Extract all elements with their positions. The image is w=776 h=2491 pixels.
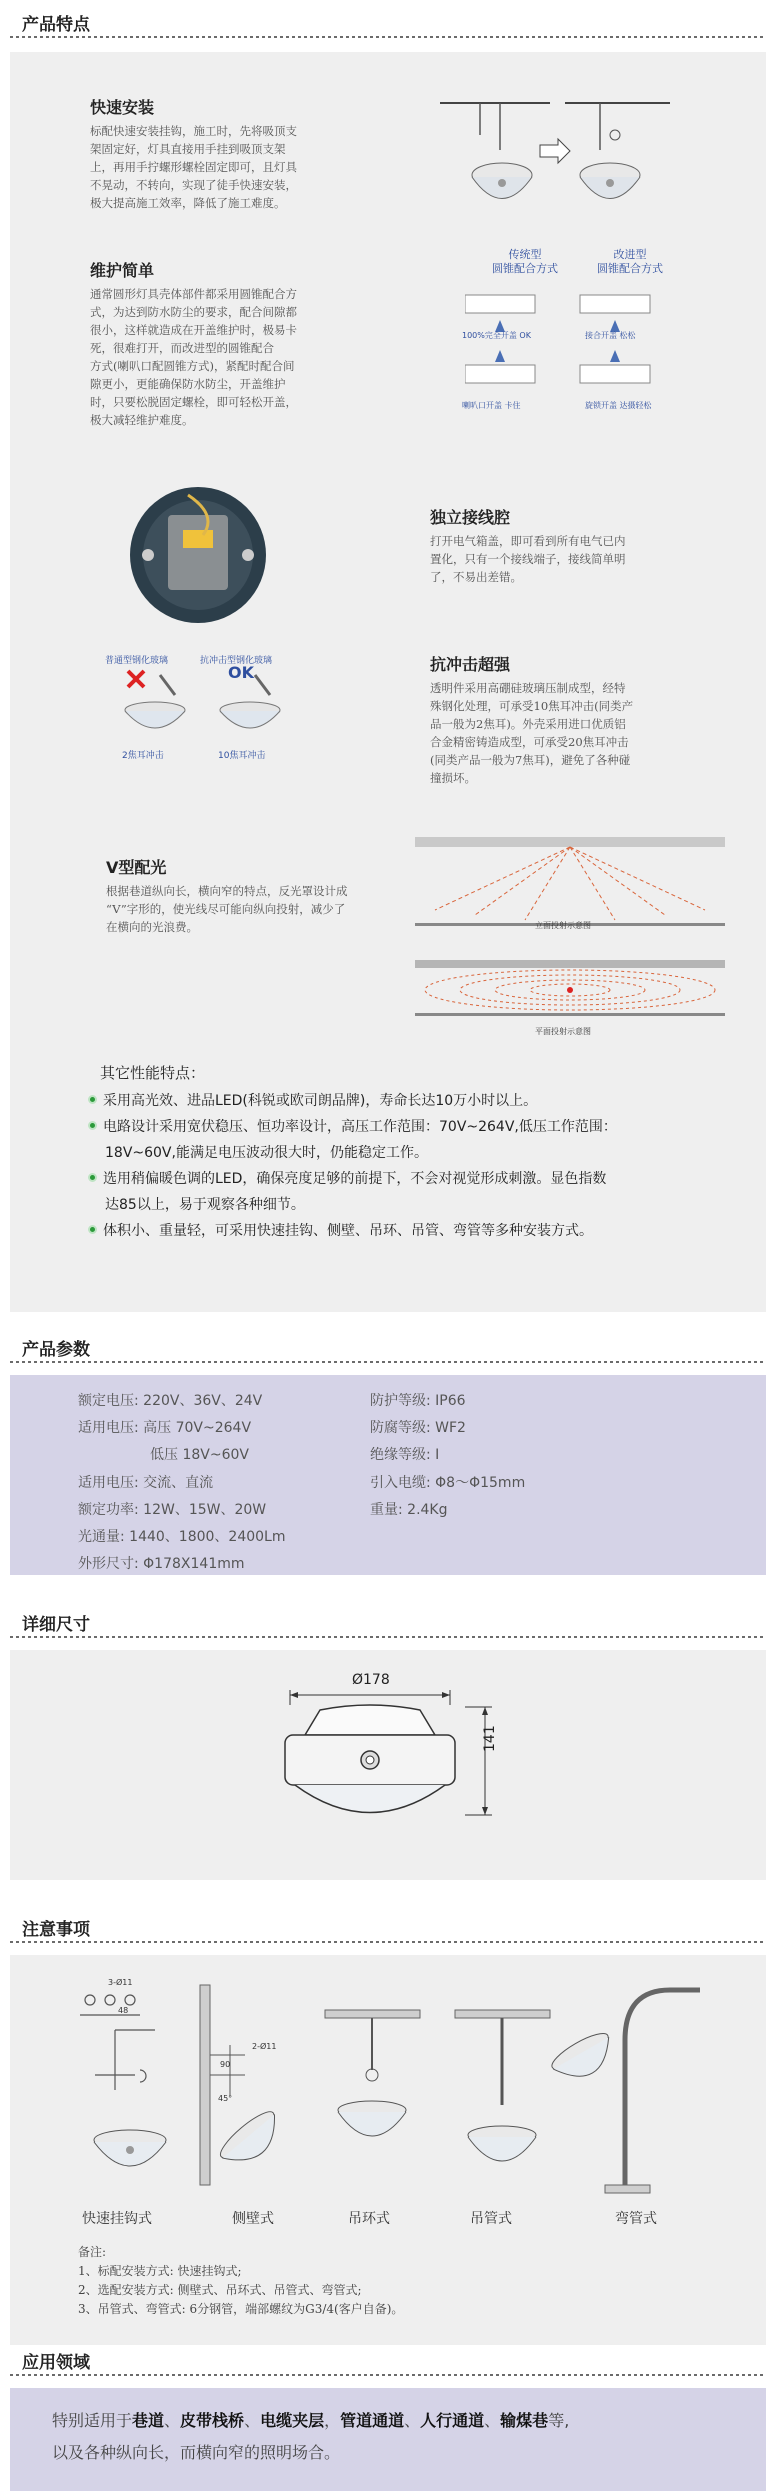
param-anticorrosion: 防腐等级: WF2 <box>370 1420 466 1436</box>
feature-text-quick-install: 标配快速安装挂钩，施工时，先将吸顶支 架固定好，灯具直接用手挂到吸顶支架 上，再用手拧螺形螺栓固定即可，且灯具 不晃动，不转向，实现了徒手快速安装， 极大提高施工效率，降低了施工难度。 <box>90 124 297 210</box>
dashed-divider <box>10 1941 766 1943</box>
bullet-dot-icon <box>88 1095 97 1104</box>
install-label-side: 侧壁式 <box>232 2211 274 2227</box>
feature-bullet: 电路设计采用宽伏稳压、恒功率设计，高压工作范围：70V~264V,低压工作范围： <box>88 1114 728 1140</box>
install-label-pipe: 吊管式 <box>470 2211 512 2227</box>
feature-title-v-light: V型配光 <box>106 858 167 877</box>
install-note: 3、吊管式、弯管式: 6分钢管，端部螺纹为G3/4(客户自备)。 <box>78 2302 404 2316</box>
param-voltage-range: 适用电压: 高压 70V~264V <box>78 1420 252 1436</box>
tag-left-top: 100%完全开盖 OK <box>462 331 531 340</box>
feature-bullet: 采用高光效、进品LED(科锐或欧司朗品牌)，寿命长达10万小时以上。 <box>88 1088 728 1114</box>
tag-left-bottom: 喇叭口开盖 卡住 <box>462 401 521 410</box>
diagram-caption-plan: 平面投射示意图 <box>535 1027 591 1036</box>
quick-install-diagram <box>440 95 670 235</box>
wiring-chamber-photo <box>128 485 268 625</box>
installation-diagrams <box>60 1960 720 2205</box>
feature-text-v-light: 根据巷道纵向长，横向窄的特点，反光罩设计成 “V”字形的，使光线尽可能向纵向投射，减少了 在横向的光浪费。 <box>106 884 348 934</box>
param-ip: 防护等级: IP66 <box>370 1393 466 1409</box>
bullet-dot-icon <box>88 1173 97 1182</box>
diagram-caption-improved: 改进型 圆锥配合方式 <box>597 248 663 275</box>
dim-hole-spacing: 48 <box>118 2006 129 2015</box>
section-title: 产品参数 <box>22 1340 90 1360</box>
section-title: 产品特点 <box>22 15 90 35</box>
feature-text-easy-maintain: 通常圆形灯具壳体部件都采用圆锥配合方 式，为达到防水防尘的要求，配合间隙都 很小，这样就造成在开盖维护时，极易卡 死，很难打开，而改进型的圆锥配合 方式(喇叭口配圆锥方式)，紧配时配合间 隙更小，更能确保防水防尘，开盖维护 时，只要松脱固定螺栓，即可轻松开盖， 极大减轻维护难度。 <box>90 287 297 427</box>
bullet-dot-icon <box>88 1121 97 1130</box>
dashed-divider <box>10 1636 766 1638</box>
impact-label-impact: 抗冲击型钢化玻璃 <box>200 656 273 666</box>
param-insulation: 绝缘等级: I <box>370 1447 440 1463</box>
param-power: 额定功率: 12W、15W、20W <box>78 1502 267 1518</box>
feature-bullet: 体积小、重量轻，可采用快速挂钩、侧壁、吊环、吊管、弯管等多种安装方式。 <box>88 1218 728 1244</box>
dashed-divider <box>10 36 766 38</box>
install-note: 2、选配安装方式: 侧壁式、吊环式、吊管式、弯管式; <box>78 2283 362 2297</box>
maintenance-diagram <box>465 290 675 410</box>
install-note: 备注: <box>78 2245 107 2259</box>
param-weight: 重量: 2.4Kg <box>370 1502 448 1518</box>
feature-bullet-continuation: 18V~60V,能满足电压波动很大时，仍能稳定工作。 <box>105 1145 428 1161</box>
section-header-notice <box>10 1905 766 1943</box>
impact-label-normal: 普通型钢化玻璃 <box>105 656 169 666</box>
dimension-height-label: 141 <box>482 1725 498 1752</box>
feature-title-easy-maintain: 维护简单 <box>90 261 155 280</box>
install-note: 1、标配安装方式: 快速挂钩式; <box>78 2264 242 2278</box>
param-luminous-flux: 光通量: 1440、1800、2400Lm <box>78 1529 286 1545</box>
dimension-drawing <box>260 1665 520 1865</box>
dim-hole-spec: 3-Ø11 <box>108 1978 133 1987</box>
install-label-hook: 快速挂钩式 <box>82 2211 152 2227</box>
other-features-title: 其它性能特点： <box>100 1064 206 1082</box>
param-current-type: 适用电压: 交流、直流 <box>78 1475 214 1491</box>
dimension-width-label: Ø178 <box>352 1672 390 1688</box>
section-header-features <box>10 0 766 38</box>
dim-side-angle: 45° <box>218 2094 233 2103</box>
impact-caption-normal: 2焦耳冲击 <box>122 751 164 761</box>
tag-right-bottom: 旋锁开盖 达摄轻松 <box>585 401 652 410</box>
feature-title-quick-install: 快速安装 <box>90 98 155 117</box>
dim-side-spacing: 90 <box>220 2060 231 2069</box>
impact-test-diagram <box>110 665 300 755</box>
param-cable: 引入电缆: Φ8～Φ15mm <box>370 1475 526 1491</box>
dashed-divider <box>10 1361 766 1363</box>
feature-title-impact: 抗冲击超强 <box>430 655 511 674</box>
section-title: 详细尺寸 <box>22 1615 90 1635</box>
feature-bullet: 选用稍偏暖色调的LED，确保亮度足够的前提下，不会对视觉形成刺激。显色指数 <box>88 1166 728 1192</box>
light-distribution-diagram <box>415 835 725 1030</box>
impact-caption-impact: 10焦耳冲击 <box>218 751 266 761</box>
param-voltage-low: 低压 18V~60V <box>150 1447 249 1463</box>
feature-text-wiring: 打开电气箱盖，即可看到所有电气已内 置化，只有一个接线端子，接线简单明 了，不易出差错。 <box>430 534 626 584</box>
dim-side-hole: 2-Ø11 <box>252 2042 277 2051</box>
section-title: 应用领域 <box>22 2353 90 2373</box>
bullet-dot-icon <box>88 1225 97 1234</box>
impact-ok-mark: OK <box>228 663 254 682</box>
param-dimensions: 外形尺寸: Φ178X141mm <box>78 1556 245 1572</box>
feature-text-impact: 透明件采用高硼硅玻璃压制成型，经特 殊钢化处理，可承受10焦耳冲击(同类产 品一般为2焦耳)。外壳采用进口优质铝 合金精密铸造成型，可承受20焦耳冲击 (同类产品一般为7焦耳)，避免了各种碰 撞损坏。 <box>430 681 634 785</box>
diagram-caption-elevation: 立面投射示意图 <box>535 921 591 930</box>
param-rated-voltage: 额定电压: 220V、36V、24V <box>78 1393 263 1409</box>
feature-bullet-continuation: 达85以上，易于观察各种细节。 <box>105 1197 305 1213</box>
dashed-divider <box>10 2374 766 2376</box>
tag-right-top: 接合开盖 松松 <box>585 331 636 340</box>
feature-title-wiring: 独立接线腔 <box>430 508 511 527</box>
install-label-bent-pipe: 弯管式 <box>615 2211 657 2227</box>
section-header-application <box>10 2338 766 2376</box>
section-title: 注意事项 <box>22 1920 90 1940</box>
section-header-size <box>10 1600 766 1638</box>
diagram-caption-traditional: 传统型 圆锥配合方式 <box>492 248 558 275</box>
application-line-1: 特别适用于巷道、皮带栈桥、电缆夹层，管道通道、人行通道、输煤巷等, <box>52 2411 570 2430</box>
section-header-params <box>10 1325 766 1363</box>
application-line-2: 以及各种纵向长，而横向窄的照明场合。 <box>52 2443 341 2462</box>
install-label-ring: 吊环式 <box>348 2211 390 2227</box>
